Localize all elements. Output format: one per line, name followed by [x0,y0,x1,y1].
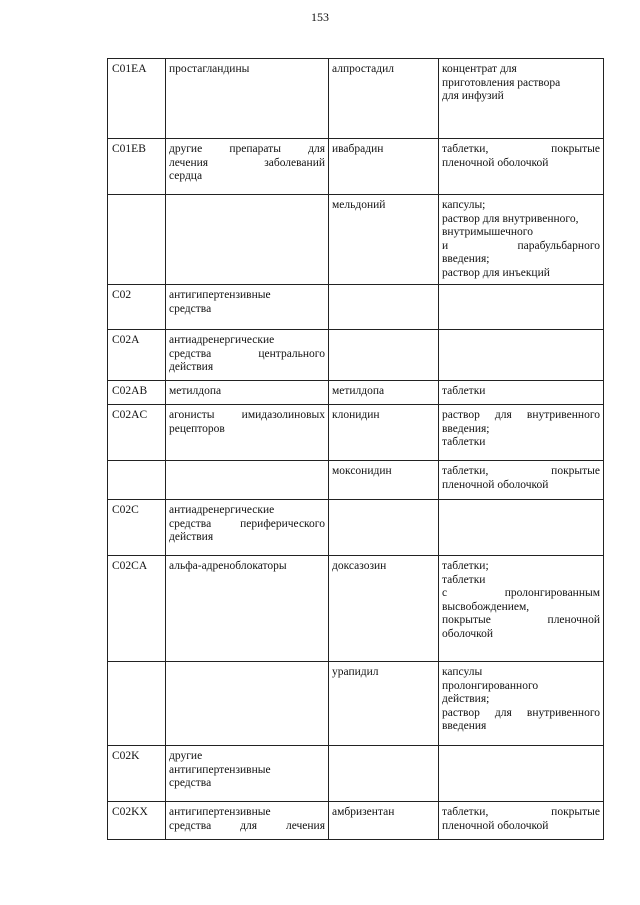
medicines-table [107,58,604,840]
atc-code-cell: C02A [108,330,166,381]
atc-code-cell [108,461,166,500]
dosage-form-cell [439,59,604,139]
dosage-form-cell [439,802,604,840]
table-row [108,802,604,840]
substance-cell [329,330,439,381]
substance-cell: амбризентан [329,802,439,840]
forms-line: введения [442,720,487,732]
forms-line: введения; [442,253,490,265]
dosage-form-cell [439,556,604,662]
group-line: антигипертензивные [169,289,271,301]
group-line: антигипертензивные [169,806,271,818]
group-cell [166,556,329,662]
atc-code-cell: C02K [108,746,166,802]
group-cell [166,381,329,405]
group-line: лечения заболеваний [169,156,325,169]
forms-line: таблетки, покрытые [442,465,600,477]
forms-line: приготовления раствора [442,76,561,89]
dosage-form-cell [439,381,604,405]
group-line: антигипертензивные [169,763,271,776]
forms-line: внутримышечного [442,226,533,238]
group-line: средства периферического [169,517,325,530]
atc-code-cell: C02CA [108,556,166,662]
forms-line: введения; [442,422,490,435]
group-cell [166,330,329,381]
table-row [108,139,604,195]
group-line: антиадренергические [169,334,275,346]
atc-code-cell: C01EA [108,59,166,139]
forms-line: капсулы [442,666,483,678]
forms-line: покрытые пленочной [442,614,600,626]
group-line: другие препараты для [169,143,325,155]
dosage-form-cell [439,662,604,746]
group-cell [166,500,329,556]
group-line: агонисты имидазолиновых [169,409,325,421]
table-row [108,59,604,139]
group-line: простагландины [169,63,250,75]
substance-cell [329,285,439,330]
group-line: средства для лечения [169,819,325,832]
group-line: антиадренергические [169,504,275,516]
atc-code-cell [108,195,166,285]
group-line: альфа-адреноблокаторы [169,560,287,572]
group-line: рецепторов [169,422,225,435]
atc-code-cell: C01EB [108,139,166,195]
substance-cell: метилдопа [329,381,439,405]
group-cell [166,59,329,139]
group-cell [166,405,329,461]
forms-line: раствор для внутривенного [442,706,600,719]
forms-line: таблетки; [442,560,489,572]
substance-cell: ивабрадин [329,139,439,195]
forms-line: пленочной оболочкой [442,478,549,491]
table-row [108,662,604,746]
dosage-form-cell [439,461,604,500]
substance-cell: мельдоний [329,195,439,285]
forms-line: раствор для внутривенного, [442,212,579,225]
substance-cell: доксазозин [329,556,439,662]
atc-code-cell: C02AB [108,381,166,405]
table-row [108,405,604,461]
group-line: средства [169,777,212,789]
group-line: метилдопа [169,385,222,397]
forms-line: с пролонгированным [442,587,600,599]
atc-code-cell: C02 [108,285,166,330]
forms-line: действия; [442,693,490,705]
forms-line: таблетки [442,573,486,586]
group-line: действия [169,531,214,543]
group-cell [166,139,329,195]
substance-cell: алпростадил [329,59,439,139]
group-line: средства центрального [169,347,325,360]
page-number: 153 [311,10,329,24]
group-line: действия [169,361,214,373]
forms-line: пленочной оболочкой [442,156,549,169]
forms-line: пролонгированного [442,679,539,692]
group-line: другие [169,750,203,762]
substance-cell: моксонидин [329,461,439,500]
table-row [108,330,604,381]
dosage-form-cell [439,330,604,381]
substance-cell: урапидил [329,662,439,746]
substance-cell [329,500,439,556]
group-cell [166,461,329,500]
substance-cell: клонидин [329,405,439,461]
table-row [108,195,604,285]
dosage-form-cell [439,195,604,285]
forms-line: таблетки [442,385,486,397]
substance-cell [329,746,439,802]
forms-line: таблетки, покрытые [442,143,600,155]
table-row [108,285,604,330]
atc-code-cell: C02C [108,500,166,556]
group-cell [166,746,329,802]
dosage-form-cell [439,500,604,556]
table-row [108,381,604,405]
dosage-form-cell [439,285,604,330]
forms-line: раствор для внутривенного [442,409,600,421]
forms-line: таблетки [442,436,486,448]
atc-code-cell: C02KX [108,802,166,840]
group-cell [166,195,329,285]
table-row [108,461,604,500]
group-cell [166,662,329,746]
atc-code-cell: C02AC [108,405,166,461]
forms-line: раствор для инъекций [442,266,550,279]
group-cell [166,802,329,840]
forms-line: концентрат для [442,63,517,75]
forms-line: оболочкой [442,627,494,640]
group-line: сердца [169,170,203,182]
table-row [108,500,604,556]
forms-line: и парабульбарного [442,239,600,252]
table-row [108,746,604,802]
group-line: средства [169,302,212,315]
forms-line: таблетки, покрытые [442,806,600,818]
forms-line: пленочной оболочкой [442,819,549,832]
table-row [108,556,604,662]
atc-code-cell [108,662,166,746]
dosage-form-cell [439,139,604,195]
dosage-form-cell [439,405,604,461]
forms-line: высвобождением, [442,600,530,613]
group-cell [166,285,329,330]
dosage-form-cell [439,746,604,802]
forms-line: капсулы; [442,199,486,211]
forms-line: для инфузий [442,90,504,102]
